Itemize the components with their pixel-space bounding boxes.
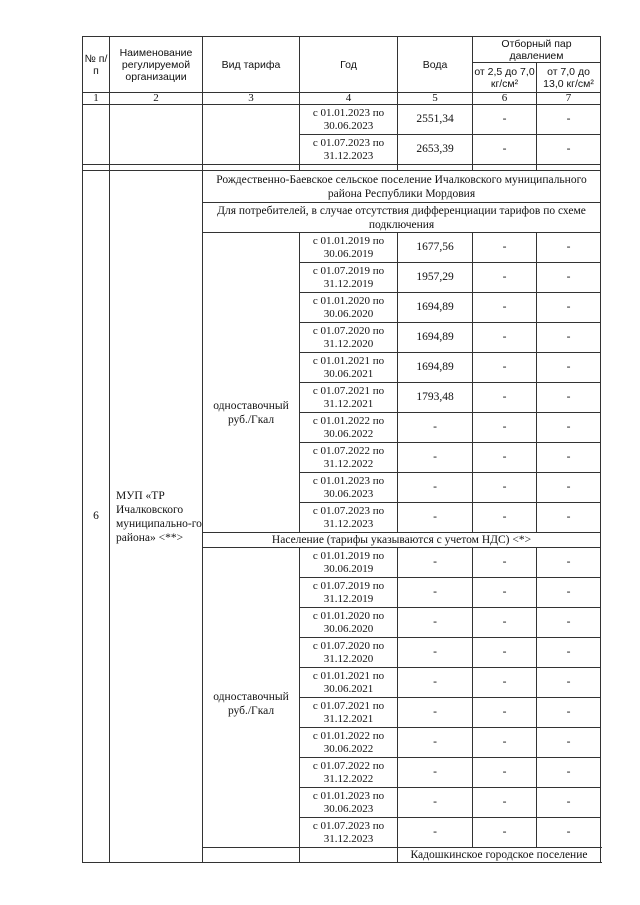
steam-low-value: - [473,323,537,353]
header-steam-group: Отборный пар давлением [473,37,601,63]
header-steam-high: от 7,0 до 13,0 кг/см² [537,63,601,93]
period-cell: с 01.01.2022 по 30.06.2022 [300,413,398,443]
column-number: 5 [398,93,473,105]
period-cell: с 01.01.2021 по 30.06.2021 [300,668,398,698]
period-cell: с 01.01.2020 по 30.06.2020 [300,608,398,638]
water-value: - [398,788,473,818]
steam-low-value: - [473,293,537,323]
tariff-table [82,36,601,863]
water-value: 1694,89 [398,293,473,323]
steam-low-value: - [473,818,537,848]
period-cell: с 01.07.2022 по 31.12.2022 [300,758,398,788]
period-cell: с 01.07.2020 по 31.12.2020 [300,638,398,668]
steam-high-value: - [537,788,601,818]
steam-high-value: - [537,323,601,353]
column-number: 1 [83,93,110,105]
column-number-row [83,93,601,105]
steam-high-value: - [537,668,601,698]
water-value: 1694,89 [398,323,473,353]
water-value: 1957,29 [398,263,473,293]
water-value: - [398,758,473,788]
period-cell: с 01.01.2023 по 30.06.2023 [300,473,398,503]
steam-high-value: - [537,443,601,473]
steam-low-value: - [473,135,537,165]
steam-low-value: - [473,608,537,638]
water-value: - [398,548,473,578]
steam-low-value: - [473,233,537,263]
period-cell: с 01.07.2022 по 31.12.2022 [300,443,398,473]
column-number: 3 [203,93,300,105]
steam-high-value: - [537,233,601,263]
steam-low-value: - [473,578,537,608]
group-title: Для потребителей, в случае отсутствия дифференциации тарифов по схеме подключения [203,203,601,233]
period-cell: с 01.07.2020 по 31.12.2020 [300,323,398,353]
water-value: - [398,668,473,698]
steam-high-value: - [537,293,601,323]
blank-cell [300,848,398,863]
steam-low-value: - [473,758,537,788]
settlement-title: Кадошкинское городское поселение [398,848,601,863]
steam-low-value: - [473,698,537,728]
period-cell: с 01.07.2023 по 31.12.2023 [300,503,398,533]
blank-cell [203,848,300,863]
steam-low-value: - [473,263,537,293]
steam-low-value: - [473,413,537,443]
period-cell: с 01.01.2019 по 30.06.2019 [300,233,398,263]
steam-high-value: - [537,135,601,165]
group-title: Население (тарифы указываются с учетом НДС) <*> [203,533,601,548]
steam-high-value: - [537,413,601,443]
water-value: - [398,698,473,728]
water-value: 2551,34 [398,105,473,135]
steam-high-value: - [537,698,601,728]
steam-high-value: - [537,503,601,533]
header-tariff-type: Вид тарифа [203,37,300,93]
period-cell: с 01.01.2019 по 30.06.2019 [300,548,398,578]
period-cell: с 01.01.2022 по 30.06.2022 [300,728,398,758]
water-value: - [398,728,473,758]
header-organization: Наименование регулируемой организации [110,37,203,93]
water-value: - [398,443,473,473]
water-value: - [398,638,473,668]
water-value: - [398,818,473,848]
table-row [83,105,601,135]
period-cell: с 01.01.2023 по 30.06.2023 [300,105,398,135]
blank-cell [83,105,110,165]
steam-high-value: - [537,728,601,758]
period-cell: с 01.07.2021 по 31.12.2021 [300,383,398,413]
water-value: - [398,503,473,533]
header-number: № п/п [83,37,110,93]
water-value: 1793,48 [398,383,473,413]
period-cell: с 01.07.2021 по 31.12.2021 [300,698,398,728]
steam-low-value: - [473,548,537,578]
header-water: Вода [398,37,473,93]
steam-low-value: - [473,668,537,698]
water-value: 2653,39 [398,135,473,165]
steam-low-value: - [473,728,537,758]
steam-high-value: - [537,353,601,383]
column-number: 2 [110,93,203,105]
organization-name: МУП «ТР Ичалковского муниципально-го района» <**> [110,171,203,863]
water-value: - [398,578,473,608]
tariff-type: одноставочный руб./Гкал [203,548,300,848]
entry-number: 6 [83,171,110,863]
period-cell: с 01.07.2023 по 31.12.2023 [300,135,398,165]
period-cell: с 01.07.2019 по 31.12.2019 [300,578,398,608]
column-number: 7 [537,93,601,105]
steam-low-value: - [473,105,537,135]
steam-low-value: - [473,788,537,818]
water-value: - [398,608,473,638]
steam-high-value: - [537,578,601,608]
header-year: Год [300,37,398,93]
steam-low-value: - [473,638,537,668]
steam-low-value: - [473,473,537,503]
period-cell: с 01.01.2023 по 30.06.2023 [300,788,398,818]
blank-cell [203,105,300,165]
period-cell: с 01.07.2019 по 31.12.2019 [300,263,398,293]
period-cell: с 01.07.2023 по 31.12.2023 [300,818,398,848]
period-cell: с 01.01.2020 по 30.06.2020 [300,293,398,323]
steam-low-value: - [473,443,537,473]
water-value: - [398,473,473,503]
steam-high-value: - [537,383,601,413]
steam-high-value: - [537,818,601,848]
tariff-type: одноставочный руб./Гкал [203,233,300,533]
steam-low-value: - [473,353,537,383]
period-cell: с 01.01.2021 по 30.06.2021 [300,353,398,383]
steam-high-value: - [537,473,601,503]
settlement-row [83,171,601,203]
steam-low-value: - [473,503,537,533]
blank-cell [110,105,203,165]
steam-high-value: - [537,263,601,293]
steam-low-value: - [473,383,537,413]
water-value: 1694,89 [398,353,473,383]
column-number: 4 [300,93,398,105]
steam-high-value: - [537,758,601,788]
steam-high-value: - [537,638,601,668]
water-value: - [398,413,473,443]
steam-high-value: - [537,548,601,578]
water-value: 1677,56 [398,233,473,263]
header-steam-low: от 2,5 до 7,0 кг/см² [473,63,537,93]
steam-high-value: - [537,105,601,135]
settlement-title: Рождественно-Баевское сельское поселение Ичалковского муниципального района Республики Мордовия [203,171,601,203]
steam-high-value: - [537,608,601,638]
column-number: 6 [473,93,537,105]
